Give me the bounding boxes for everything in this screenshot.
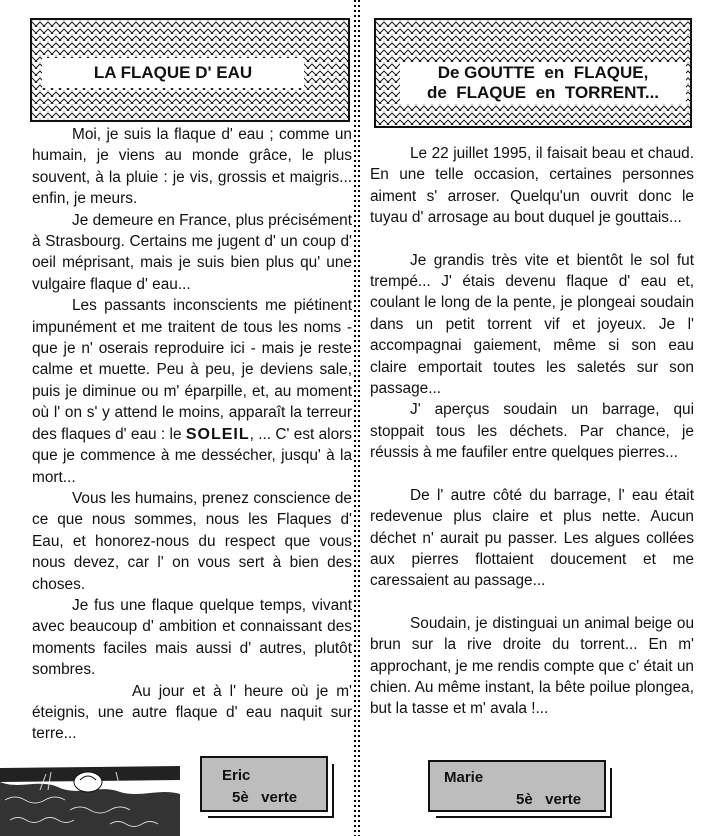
- left-paragraph-2: Je demeure en France, plus précisément à Strasbourg. Certains me jugent d' un coup d' oeil méprisant, mais je suis bien plus qu' une vulgaire flaque d' eau...: [32, 211, 352, 293]
- soleil-word: SOLEIL: [185, 425, 250, 443]
- left-paragraph-1: Moi, je suis la flaque d' eau ; comme un humain, je viens au monde grâce, le plus souvent, à la pluie : je vis, grossis et maigris... enfin, je meurs.: [32, 126, 352, 208]
- left-paragraph-5: Je fus une flaque quelque temps, vivant avec beaucoup d' ambition et connaissant des moments faciles mais aussi d' autres, plutôt sombres.: [32, 596, 352, 679]
- right-title-line-1: De GOUTTE en FLAQUE,: [437, 63, 649, 82]
- left-paragraph-3-text: Les passants inconscients me piétinent impunément et me traitent de tous les noms - que je n' oserais reproduire ici - mais je reste calme et muette. Peu à peu, je deviens sale, puis je diminue ou m' éparpille, et, au moment où l' on s' y attend le moins, apparaît la terreur des flaques d' eau : le: [32, 297, 352, 443]
- right-article: [370, 143, 694, 720]
- left-signature-class: 5è verte: [232, 789, 298, 806]
- right-paragraph-3: J' aperçus soudain un barrage, qui stoppait tous les déchets. Par chance, je réussis à me faufiler entre quelques pierres...: [370, 401, 694, 462]
- right-signature-name: Marie: [444, 769, 484, 786]
- right-paragraph-2: Je grandis très vite et bientôt le sol fut trempé... J' étais devenu flaque d' eau et, coulant le long de la pente, je plongeai soudain dans un petit torrent vif et joyeux. Je l' accompagnai gaiement, même si son eau claire emportait toutes les saletés sur son passage...: [370, 251, 694, 398]
- right-paragraph-5: Soudain, je distinguai un animal beige ou brun sur la rive droite du torrent... En m' approchant, je me rendis compte que c' était un chien. Au même instant, la bête poilue plongea, but la tasse et m' avala !...: [370, 614, 694, 718]
- right-title: [400, 62, 686, 104]
- left-column: [0, 0, 356, 836]
- right-paragraph-1: Le 22 juillet 1995, il faisait beau et chaud. En une telle occasion, certaines personnes aiment s' arroser. Quelqu'un ouvrit donc le tuyau d' arrosage au bout duquel je gouttais...: [370, 145, 694, 227]
- left-paragraph-3-end: , ... C' est alors que je commence à me dessécher, jusqu' à la mort...: [32, 425, 352, 486]
- left-title: [42, 58, 304, 88]
- left-signature-box: [200, 756, 328, 812]
- left-paragraph-6: Au jour et à l' heure où je m' éteignis, une autre flaque d' eau naquit sur terre...: [32, 682, 352, 743]
- left-paragraph-3: [32, 295, 352, 488]
- right-column: [364, 0, 720, 836]
- left-title-text: LA FLAQUE D' EAU: [93, 63, 253, 82]
- left-signature-name: Eric: [222, 767, 251, 784]
- column-separator: [352, 0, 362, 836]
- water-scene-illustration: [0, 760, 180, 836]
- right-paragraph-4: De l' autre côté du barrage, l' eau était redevenue plus claire et plus nette. Aucun déchet n' aurait pu passer. Les algues collées aux pierres flottaient doucement et me caressaient au passage...: [370, 486, 694, 590]
- left-paragraph-4: Vous les humains, prenez conscience de ce que nous sommes, nous les Flaques d' Eau, et honorez-nous du respect que vous nous devez, car l' on vous sert à bien des choses.: [32, 489, 352, 593]
- right-signature-box: [428, 760, 606, 812]
- left-article: [32, 124, 352, 745]
- right-signature-class: 5è verte: [516, 791, 582, 808]
- right-title-line-2: de FLAQUE en TORRENT...: [426, 83, 660, 102]
